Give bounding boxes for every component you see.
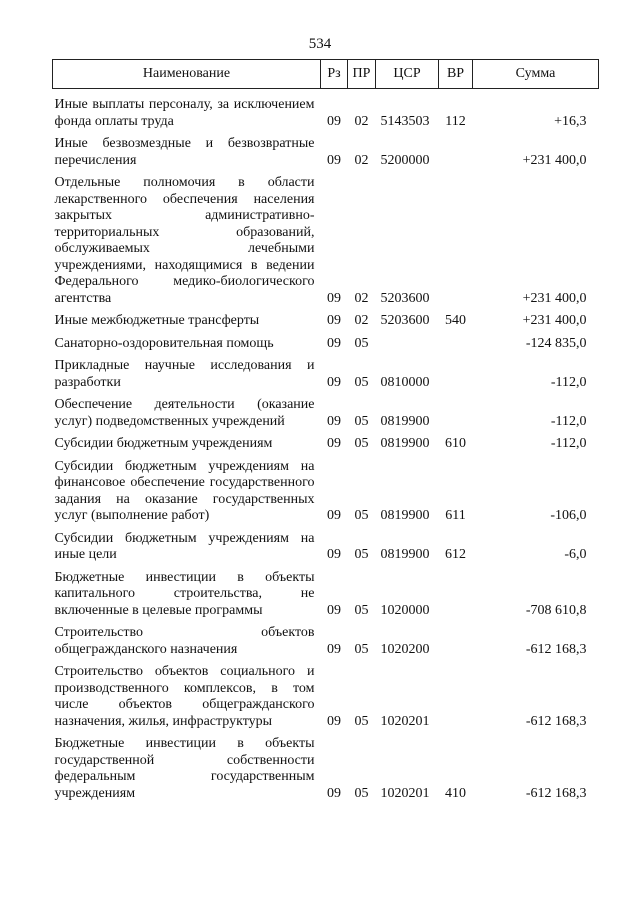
table-header [53, 60, 599, 89]
row-rz: 09 [327, 547, 341, 562]
row-pr: 05 [354, 547, 369, 562]
row-csr: 0810000 [380, 374, 430, 390]
row-rz: 09 [327, 413, 341, 429]
row-rz: 09 [327, 436, 341, 451]
row-name: Строительство объектов социального и производственного комплексов, в том числе объектов общегражданского назначения, жилья, инфраструктуры [54, 664, 315, 729]
row-name: Бюджетные инвестиции в объекты капитального строительства, не включенные в целевые программы [54, 569, 315, 618]
row-rz: 09 [327, 335, 341, 351]
row-sum: +16,3 [554, 113, 587, 129]
table-row [53, 525, 599, 564]
row-vr [439, 130, 473, 169]
header-name: Наименование [53, 60, 321, 89]
row-vr [439, 330, 473, 353]
row-rz: 09 [327, 374, 341, 390]
row-csr: 1020201 [380, 785, 430, 801]
row-pr: 05 [354, 641, 369, 657]
row-sum: -612 168,3 [525, 641, 587, 657]
row-csr: 0819900 [380, 547, 430, 562]
table-row [53, 391, 599, 430]
row-rz: 09 [327, 713, 341, 729]
row-pr: 05 [354, 785, 369, 801]
row-vr [439, 619, 473, 658]
row-sum: +231 400,0 [522, 313, 587, 328]
header-sum: Сумма [473, 60, 599, 89]
table-row [53, 330, 599, 353]
table-body [53, 89, 599, 803]
row-pr: 05 [354, 436, 369, 451]
row-pr: 05 [354, 713, 369, 729]
row-sum: -6,0 [564, 547, 587, 562]
row-sum: -112,0 [550, 436, 587, 451]
row-csr: 0819900 [380, 436, 430, 451]
header-row [53, 60, 599, 89]
budget-table [52, 59, 599, 802]
row-name: Субсидии бюджетным учреждениям [54, 436, 273, 451]
row-name: Обеспечение деятельности (оказание услуг) подведомственных учреждений [54, 397, 315, 429]
row-pr: 05 [354, 335, 369, 351]
row-sum: -112,0 [550, 374, 587, 390]
row-rz: 09 [327, 313, 341, 328]
header-rz: Рз [321, 60, 348, 89]
table-row [53, 352, 599, 391]
row-csr: 5200000 [380, 152, 430, 168]
row-csr: 1020000 [380, 602, 430, 618]
row-vr: 112 [445, 113, 466, 129]
row-csr: 5203600 [380, 313, 430, 328]
row-name: Строительство объектов общегражданского назначения [54, 625, 315, 657]
row-sum: -124 835,0 [525, 335, 587, 351]
table-row [53, 619, 599, 658]
table-row [53, 453, 599, 525]
table-row [53, 730, 599, 802]
row-name: Иные безвозмездные и безвозвратные перечисления [54, 136, 315, 168]
row-sum: -612 168,3 [525, 713, 587, 729]
row-vr: 612 [445, 547, 466, 562]
row-csr: 1020200 [380, 641, 430, 657]
table-row [53, 564, 599, 620]
row-vr [439, 169, 473, 307]
table-row [53, 658, 599, 730]
row-rz: 09 [327, 602, 341, 618]
row-name: Субсидии бюджетным учреждениям на иные цели [54, 530, 315, 562]
row-pr: 05 [354, 413, 369, 429]
header-pr: ПР [348, 60, 376, 89]
row-vr [439, 564, 473, 620]
row-sum: -708 610,8 [525, 602, 587, 618]
row-sum: +231 400,0 [522, 152, 587, 168]
row-pr: 05 [354, 602, 369, 618]
row-sum: -112,0 [550, 413, 587, 429]
header-vr: ВР [439, 60, 473, 89]
row-rz: 09 [327, 641, 341, 657]
row-sum: -106,0 [550, 508, 587, 523]
row-csr: 0819900 [380, 508, 430, 523]
row-name: Субсидии бюджетным учреждениям на финансовое обеспечение государственного задания на оказание государственных услуг (выполнение работ) [54, 458, 315, 523]
row-pr: 05 [354, 508, 369, 523]
row-vr: 410 [445, 785, 466, 801]
row-vr [439, 658, 473, 730]
row-name: Иные межбюджетные трансферты [54, 313, 260, 328]
table-row [53, 89, 599, 131]
row-csr: 0819900 [380, 413, 430, 429]
row-csr: 5143503 [380, 113, 430, 129]
row-rz: 09 [327, 152, 341, 168]
row-vr: 611 [445, 508, 466, 523]
row-vr [439, 352, 473, 391]
row-name: Санаторно-оздоровительная помощь [54, 335, 274, 351]
row-pr: 02 [354, 152, 369, 168]
row-sum: +231 400,0 [522, 290, 587, 306]
row-name: Отдельные полномочия в области лекарственного обеспечения населения закрытых административно-территориальных образований, обслуживаемых лечебными учреждениями, находящимися в ведении Федерального медико-биологического агентства [54, 175, 315, 306]
row-vr [439, 391, 473, 430]
row-name: Иные выплаты персоналу, за исключением фонда оплаты труда [54, 97, 315, 129]
row-rz: 09 [327, 113, 341, 129]
row-vr: 540 [445, 313, 466, 328]
row-vr: 610 [445, 436, 466, 451]
row-pr: 02 [354, 313, 369, 328]
table-row [53, 130, 599, 169]
table-row [53, 307, 599, 330]
row-csr: 1020201 [380, 713, 430, 729]
row-rz: 09 [327, 290, 341, 306]
row-name: Бюджетные инвестиции в объекты государственной собственности федеральным государственным учреждениям [54, 736, 315, 801]
row-pr: 05 [354, 374, 369, 390]
row-pr: 02 [354, 290, 369, 306]
row-sum: -612 168,3 [525, 785, 587, 801]
row-rz: 09 [327, 785, 341, 801]
row-pr: 02 [354, 113, 369, 129]
page-number: 534 [308, 36, 332, 52]
row-csr: 5203600 [380, 290, 430, 306]
table-row [53, 169, 599, 307]
header-csr: ЦСР [376, 60, 439, 89]
table-row [53, 430, 599, 453]
row-csr [376, 330, 439, 353]
row-rz: 09 [327, 508, 341, 523]
row-name: Прикладные научные исследования и разработки [54, 358, 315, 390]
